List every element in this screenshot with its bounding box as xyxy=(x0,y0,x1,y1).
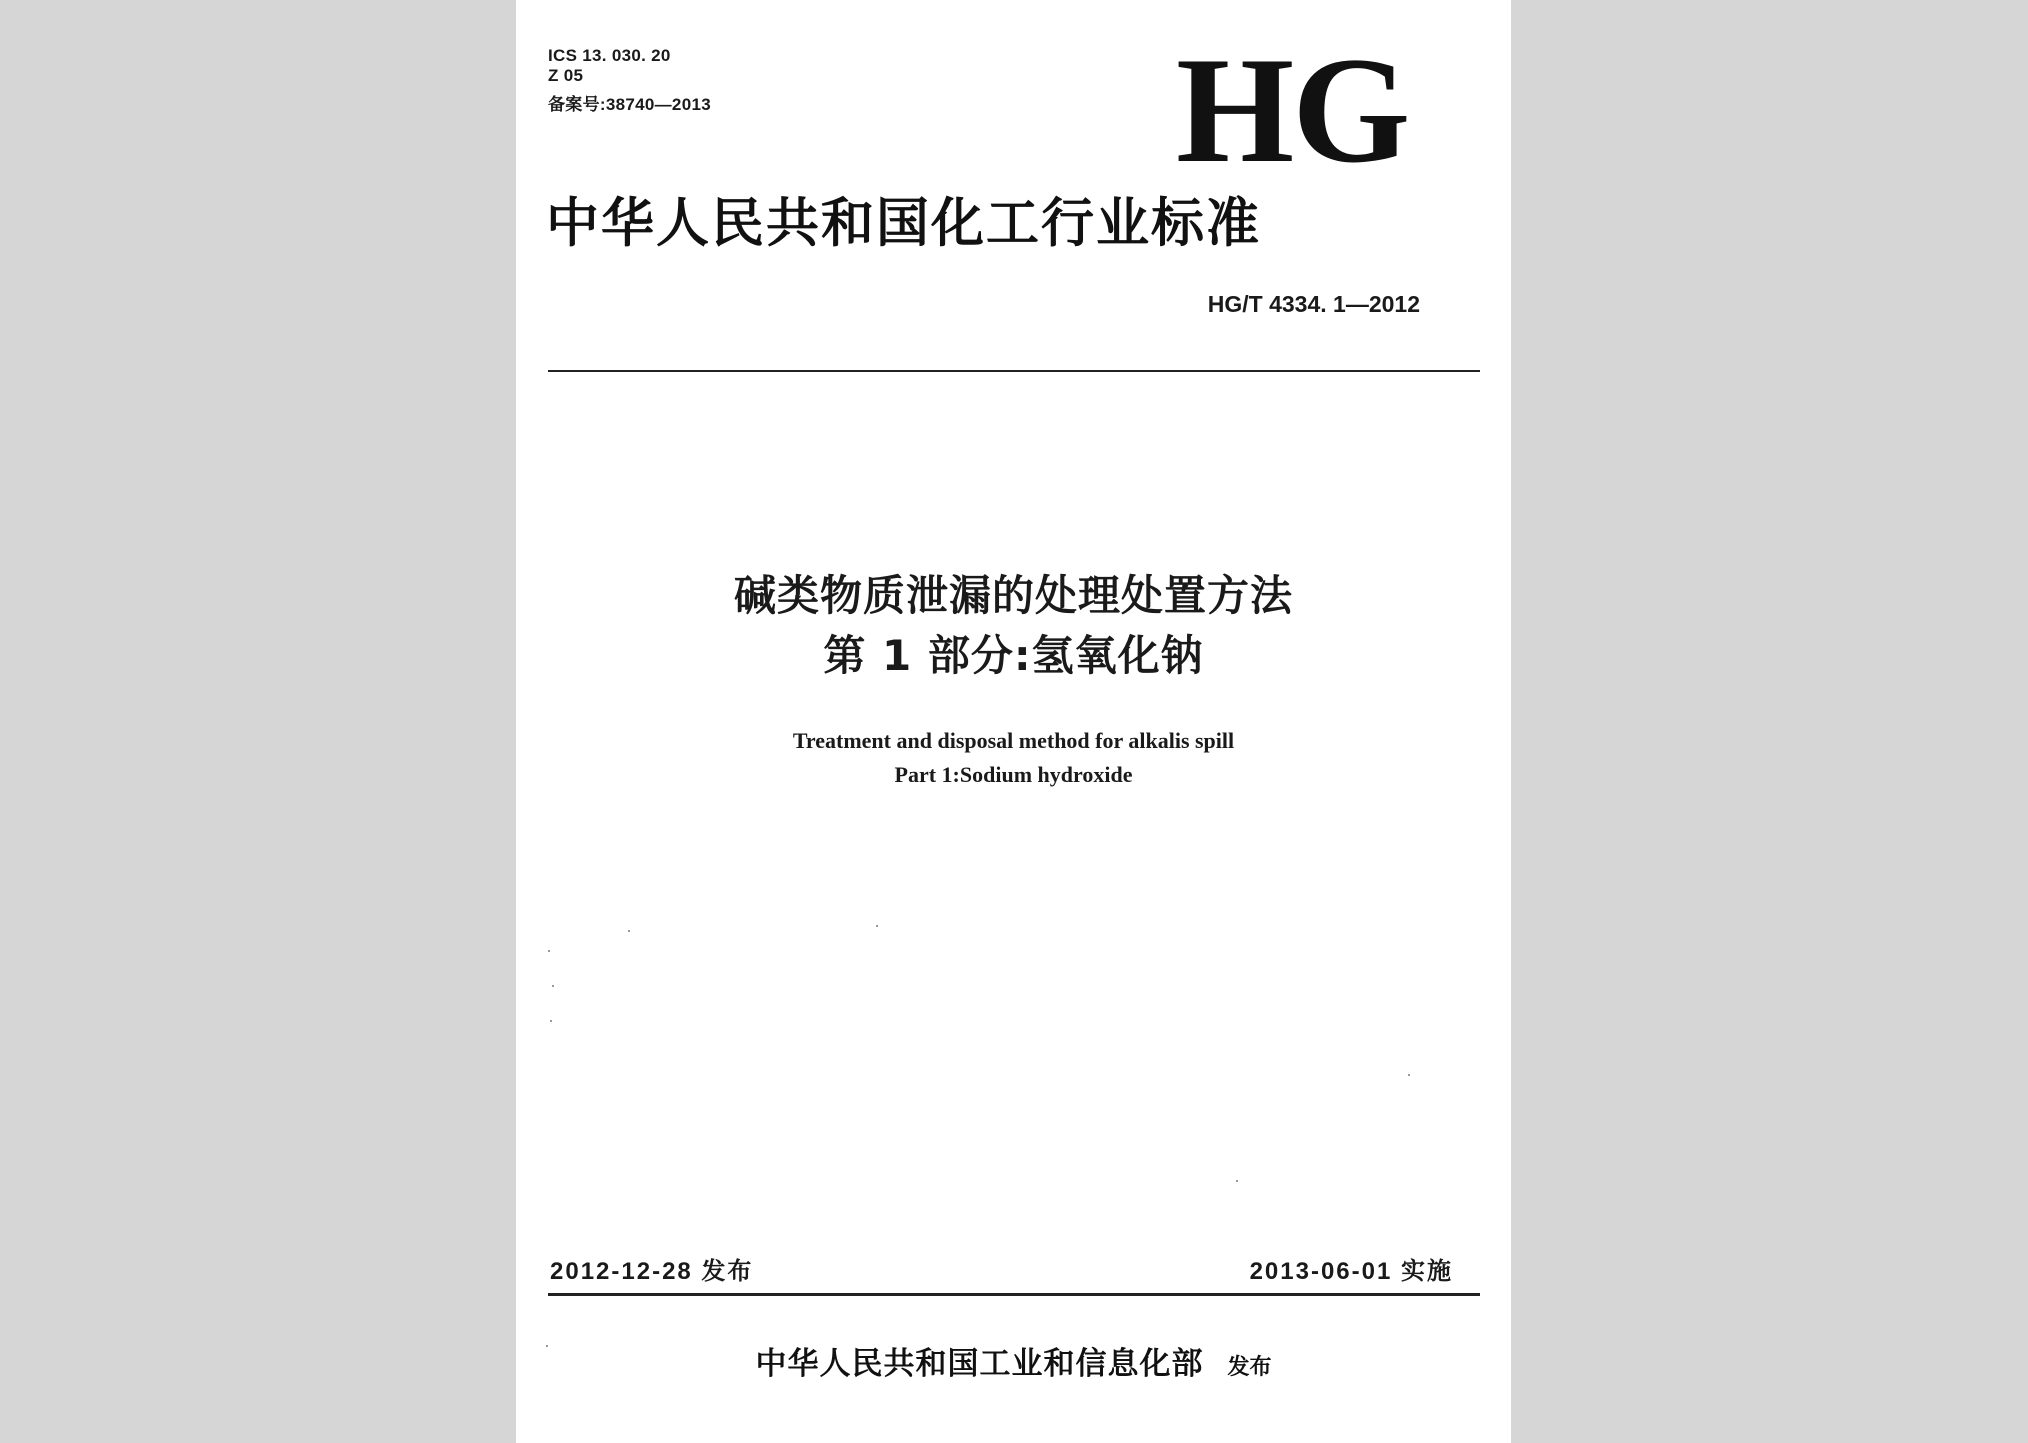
standard-number: HG/T 4334. 1—2012 xyxy=(1207,291,1420,317)
scan-speck xyxy=(1408,1074,1410,1076)
scan-speck xyxy=(550,1020,552,1022)
scan-speck xyxy=(546,1345,548,1347)
publisher xyxy=(516,1338,1511,1383)
document-cover-page xyxy=(516,0,1511,1443)
scan-speck xyxy=(628,930,630,932)
publisher-org: 中华人民共和国工业和信息化部 xyxy=(755,1346,1204,1382)
scan-speck xyxy=(876,925,878,927)
scan-speck xyxy=(548,950,550,952)
hg-logo: HG xyxy=(1176,26,1409,194)
publisher-action: 发布 xyxy=(1227,1355,1272,1380)
bottom-divider xyxy=(548,1293,1480,1296)
cn-title-line-1: 碱类物质泄漏的处理处置方法 xyxy=(733,571,1293,620)
ics-code: ICS 13. 030. 20 xyxy=(548,46,671,65)
issue-date: 2012-12-28 发布 xyxy=(550,1258,754,1285)
scan-speck xyxy=(552,985,554,987)
industry-standard-title: 中华人民共和国化工行业标准 xyxy=(546,193,1261,254)
scan-speck xyxy=(1236,1180,1238,1182)
en-title-line-1: Treatment and disposal method for alkalis spill xyxy=(792,728,1235,753)
effective-date: 2013-06-01 实施 xyxy=(1249,1258,1453,1285)
top-divider xyxy=(548,370,1480,372)
category-code: Z 05 xyxy=(548,66,584,85)
cn-title-line-2: 第 1 部分:氢氧化钠 xyxy=(823,631,1204,680)
en-title-line-2: Part 1:Sodium hydroxide xyxy=(894,762,1133,787)
filing-number: 备案号:38740—2013 xyxy=(548,95,711,114)
